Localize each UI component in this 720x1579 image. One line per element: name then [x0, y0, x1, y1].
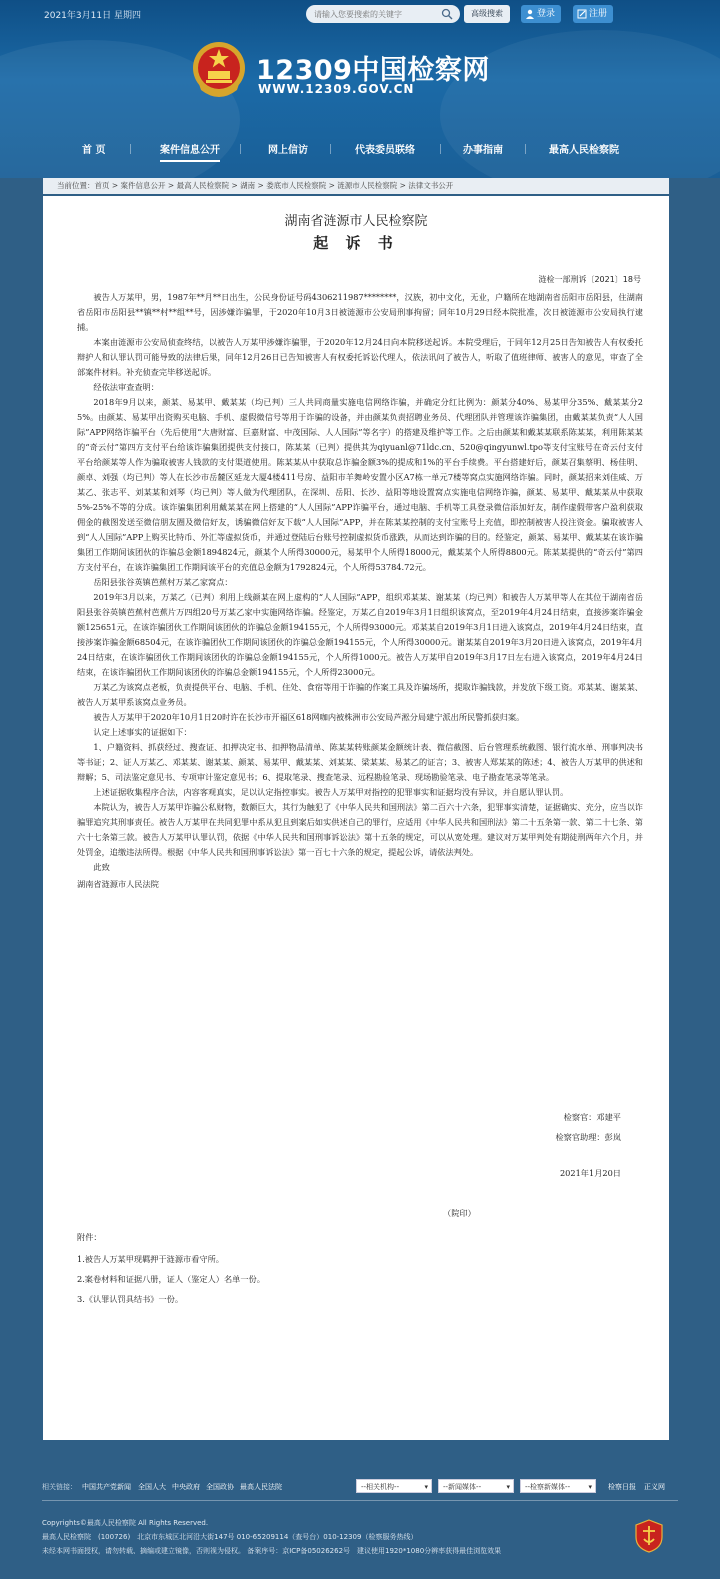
current-date: 2021年3月11日 星期四 [44, 11, 141, 21]
court-seal: （院印） [443, 1208, 476, 1218]
related-org-select[interactable]: --相关机构-- ▾ [356, 1479, 432, 1493]
footer-links [0, 1474, 720, 1498]
login-button[interactable] [521, 5, 561, 23]
national-emblem-icon [191, 40, 247, 100]
news-media-select[interactable]: --新闻媒体-- ▾ [438, 1479, 514, 1493]
user-icon [525, 9, 535, 19]
evidence-heading: 认定上述事实的证据如下： [93, 727, 192, 737]
nav-case-info[interactable]: 案件信息公开 [160, 141, 220, 156]
document-org: 湖南省涟源市人民检察院 [284, 214, 428, 229]
evidence-list-paragraph: 1、户籍资料、抓获经过、搜查证、扣押决定书、扣押物品清单、陈某某转账颜某金额统计表、微信截图、后台管理系统截图、银行流水单、刑事判决书等书证；2、证人万某乙、邓某某、谢某某、颜某、易某甲、戴某某、刘某某、梁某某、易某乙的证言；3、被害人郑某某的陈述；4、被告人万某甲的供述和辩解；5、司法鉴定意见书、专项审计鉴定意见书；6、提取笔录、搜查笔录、远程勘验笔录、现场勘验笔录、电子勘查笔录等笔录。 [77, 742, 643, 782]
attachment-title: 附件： [77, 1232, 102, 1242]
main-nav [0, 133, 720, 163]
defendant-info-paragraph: 被告人万某甲，男，1987年**月**日出生，公民身份证号码4306211987********，汉族，初中文化，无业，户籍所在地湖南省岳阳市岳阳县，住湖南省岳阳市岳阳县**镇**村**组**号，因涉嫌诈骗罪，于2020年10月3日被涟源市公安局刑事拘留；同年10月29日经本院批准，次日被涟源市公安局执行逮捕。 [77, 292, 643, 332]
login-label: 登录 [537, 9, 556, 19]
register-label: 注册 [589, 9, 608, 19]
site-url: WWW.12309.GOV.CN [258, 82, 415, 96]
nav-home[interactable]: 首 页 [82, 145, 106, 156]
links-label: 相关链接： [42, 1483, 77, 1491]
site-header [0, 0, 720, 178]
footer-link[interactable]: 中国共产党新闻 [82, 1483, 131, 1491]
nav-divider [130, 144, 131, 154]
footer-link[interactable]: 检察日报 [608, 1483, 636, 1491]
nav-service-guide[interactable]: 办事指南 [463, 145, 503, 156]
procuratorate-media-select[interactable]: --检察新媒体-- ▾ [520, 1479, 596, 1493]
edit-icon [577, 9, 587, 19]
footer-link[interactable]: 正义网 [644, 1483, 665, 1491]
nav-spp[interactable]: 最高人民检察院 [549, 145, 619, 156]
register-button[interactable] [573, 5, 613, 23]
address-text: 最高人民检察院 (100726) 北京市东城区北河沿大街147号 010-65209114（查号台）010-12309（检察服务热线） [42, 1533, 418, 1541]
document-body [77, 290, 643, 892]
top-bar [0, 0, 720, 28]
nav-online-petition[interactable]: 网上信访 [268, 145, 308, 156]
nav-divider [330, 144, 331, 154]
salutation: 此致 [93, 862, 110, 872]
search-box [306, 5, 460, 23]
footer-link[interactable]: 全国人大 [138, 1483, 166, 1491]
footer-link[interactable]: 最高人民法院 [240, 1483, 282, 1491]
court-name: 湖南省涟源市人民法院 [77, 879, 159, 889]
nav-divider [240, 144, 241, 154]
nav-divider [440, 144, 441, 154]
advanced-search-button[interactable]: 高级搜索 [464, 5, 510, 23]
copyright-text: Copyrights©最高人民检察院 All Rights Reserved. [42, 1519, 209, 1527]
document-title: 起 诉 书 [313, 234, 399, 252]
nav-divider [525, 144, 526, 154]
indictment-document [43, 196, 669, 1440]
roles-paragraph: 万某乙为该窝点老板，负责提供平台、电脑、手机、住处、食宿等用于诈骗的作案工具及诈骗场所，提取诈骗钱款，并发放下级工资。邓某某、谢某某、被告人万某甲系该窝点业务员。 [77, 682, 643, 707]
review-heading: 经依法审查查明： [93, 382, 159, 392]
assistant-signature: 检察官助理：彭岚 [555, 1132, 621, 1142]
evidence-legality-paragraph: 上述证据收集程序合法，内容客观真实，足以认定指控事实。被告人万某甲对指控的犯罪事实和证据均没有异议，并自愿认罪认罚。 [93, 787, 569, 797]
breadcrumb[interactable]: 当前位置：首页 > 案件信息公开 > 最高人民检察院 > 湖南 > 娄底市人民检察院 > 涟源市人民检察院 > 法律文书公开 [43, 178, 669, 194]
footer-link[interactable]: 中央政府 [172, 1483, 200, 1491]
document-number: 涟检一部刑诉〔2021〕18号 [538, 275, 641, 284]
footer-divider [42, 1500, 678, 1501]
prosecutor-signature: 检察官：邓建平 [563, 1112, 621, 1122]
attachment-item: 3.《认罪认罚具结书》一份。 [77, 1294, 184, 1304]
nav-deputy-liaison[interactable]: 代表委员联络 [355, 145, 415, 156]
site-name: 12309中国检察网 [256, 55, 490, 86]
government-badge-icon[interactable] [634, 1519, 664, 1553]
den-facts-paragraph: 2019年3月以来，万某乙（已判）利用上线颜某在网上虚构的“人人国际”APP，组织邓某某、谢某某（均已判）和被告人万某甲等人在其位于湖南省岳阳县张谷英镇芭蕉村芭蕉片万四组20号万某乙家中实施网络诈骗。经鉴定，万某乙自2019年3月1日组织该窝点，至2019年4月24日结束，直接涉案诈骗金额125651元，在该诈骗团伙工作期间该团伙的诈骗总金额194155元，个人所得93000元。邓某某自2019年3月1日进入该窝点，2019年4月24日结束，直接涉案诈骗金额68504元，在该诈骗团伙工作期间该团伙的诈骗总金额194155元，个人所得30000元。谢某某自2019年3月20日进入该窝点，2019年4月24日结束，在该诈骗团伙工作期间该团伙的诈骗总金额194155元，个人所得1000元。被告人万某甲自2019年3月17日左右进入该窝点，2019年4月24日结束，在该诈骗团伙工作期间该团伙的诈骗总金额194155元，个人所得23000元。 [77, 592, 643, 677]
notice-text: 未经本网书面授权，请勿转载、摘编或建立镜像，否则视为侵权。 备案序号：京ICP备05026262号 建议使用1920*1080分辨率获得最佳浏览效果 [42, 1547, 502, 1555]
attachment-item: 2.案卷材料和证据八册，证人（鉴定人）名单一份。 [77, 1274, 265, 1284]
den-heading: 岳阳县张谷英镇芭蕉村万某乙家窝点： [93, 577, 233, 587]
document-date: 2021年1月20日 [559, 1168, 621, 1178]
search-icon[interactable] [441, 8, 453, 20]
opinion-paragraph: 本院认为，被告人万某甲诈骗公私财物，数额巨大，其行为触犯了《中华人民共和国刑法》第二百六十六条，犯罪事实清楚，证据确实、充分，应当以诈骗罪追究其刑事责任。被告人万某甲在共同犯罪中系从犯且到案后如实供述自己的罪行，应适用《中华人民共和国刑法》第二十五条第一款、第二十七条、第六十七条第三款。被告人万某甲认罪认罚，依据《中华人民共和国刑事诉讼法》第十五条的规定，可以从宽处理。建议对万某甲判处有期徒刑两年六个月，并处罚金，追缴违法所得。根据《中华人民共和国刑事诉讼法》第一百七十六条的规定，提起公诉，请依法判处。 [77, 802, 643, 857]
procedure-paragraph: 本案由涟源市公安局侦查终结，以被告人万某甲涉嫌诈骗罪，于2020年12月24日向本院移送起诉。本院受理后，于同年12月25日告知被告人有权委托辩护人和认罪认罚可能导致的法律后果，同年12月26日已告知被害人有权委托诉讼代理人，依法讯问了被告人，听取了值班律师、被害人的意见，审查了全部案件材料。补充侦查完毕移送起诉。 [77, 337, 643, 377]
search-input[interactable] [314, 7, 432, 21]
footer-link[interactable]: 全国政协 [206, 1483, 234, 1491]
facts-paragraph: 2018年9月以来，颜某、易某甲、戴某某（均已判）三人共同商量实施电信网络诈骗，并确定分红比例为：颜某分40%、易某甲分35%、戴某某分25%。由颜某、易某甲出资购买电脑、手机、虚假微信号等用于诈骗的设备，并由颜某负责招聘业务员、代理团队并管理该诈骗集团，由戴某某负责“人人国际”APP网络诈骗平台（先后使用“大唐财富、巨嘉财富、中茂国际、人人国际”等名字）的搭建及维护等工作。之后由颜某和戴某某联系陈某某，利用陈某某的“奇云付”第四方支付平台给该诈骗集团提供支付接口，陈某某（已判）提供其为qiyuanl@71ldc.cn、520@qingyunwl.tpo等支付宝账号在奇云付支付平台给颜某等人作为骗取被害人钱款的支付渠道使用。陈某某从中获取总诈骗金额3%的提成和1%的平台手续费。平台搭建好后，颜某召集蔡明、杨佳明、颜卓、刘强（均已判）等人在长沙市岳麓区延龙大厦4楼411号房、益阳市羊舞岭安置小区A7栋一单元7楼等窝点实施网络诈骗。同时，颜某招来刘佳威、万某乙、张志平、刘某某和刘琴（均已判）等人做为代理团队，在深圳、岳阳、长沙、益阳等地设置窝点实施电信网络诈骗，颜某、易某甲、戴某某从中获取5%-25%不等的分成。该诈骗集团利用戴某某在网上搭建的“人人国际”APP诈骗平台，通过电脑、手机等工具登录微信添加好友，制作虚假带客户盈利获取佣金的截图发送至微信朋友圈及微信好友，诱骗微信好友下载“人人国际”APP，并在陈某某控制的支付宝账号上充值，即控制被害人投注资金。骗取被害人到“人人国际”APP上购买比特币、外汇等虚拟货币，并通过登陆后台账号控制虚拟货币涨跌，从而达到诈骗的目的。经鉴定，颜某、易某甲、戴某某在该诈骗集团工作期间该团伙的诈骗总金额1894824元，颜某个人所得30000元，易某甲个人所得18000元，戴某某个人所得8800元。陈某某提供的“奇云付”第四方支付平台，在该诈骗集团工作期间该平台的充值总金额为1792824元，个人所得53784.72元。 [77, 397, 643, 572]
arrest-paragraph: 被告人万某甲于2020年10月1日20时许在长沙市开福区618网咖内被株洲市公安局芦淞分局建宁派出所民警抓获归案。 [93, 712, 525, 722]
attachment-item: 1.被告人万某甲现羁押于涟源市看守所。 [77, 1254, 224, 1264]
